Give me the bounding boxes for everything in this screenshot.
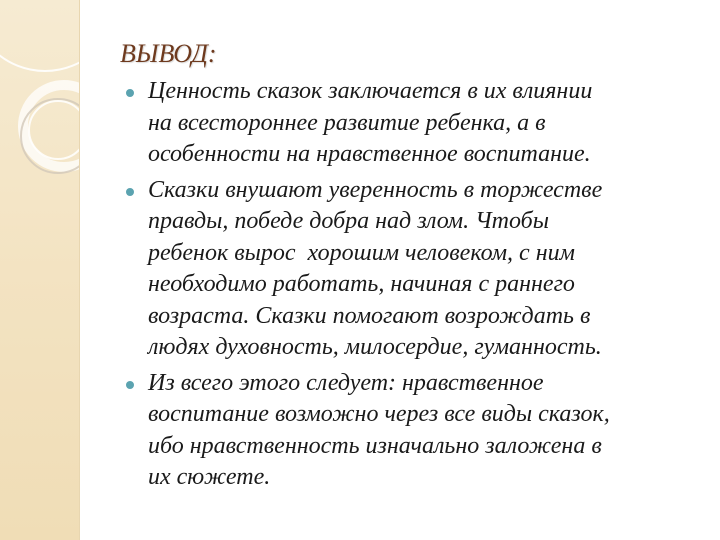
slide-content <box>120 38 700 498</box>
point-2-line-6: людях духовность, милосердие, гуманность. <box>148 334 602 360</box>
point-2-line-5: возраста. Сказки помогают возрождать в <box>148 302 591 329</box>
bullet-point-2 <box>120 175 700 364</box>
bullet-point-1 <box>120 76 700 171</box>
slide-title: ВЫВОД: <box>120 39 217 68</box>
point-3-line-2: воспитание возможно через все виды сказок, <box>148 401 610 427</box>
decorative-ring-core <box>28 100 80 160</box>
decorative-side-panel <box>0 0 80 540</box>
bullet-dot-icon <box>126 381 134 389</box>
bullet-dot-icon <box>126 89 134 97</box>
point-3-line-4: их сюжете. <box>148 464 271 490</box>
bullet-dot-icon <box>126 188 134 196</box>
bullet-list <box>120 76 700 494</box>
point-1-line-3: особенности на нравственное воспитание. <box>148 141 591 167</box>
decorative-ring-top <box>0 0 80 72</box>
point-2-line-1: Сказки внушают уверенность в торжестве <box>148 176 603 203</box>
bullet-point-3 <box>120 368 700 494</box>
point-3-line-3: ибо нравственность изначально заложена в <box>148 432 602 459</box>
point-2-line-2: правды, победе добра над злом. Чтобы <box>148 208 549 234</box>
point-3-line-1: Из всего этого следует: нравственное <box>148 369 544 396</box>
point-1-line-2: на всестороннее развитие ребенка, а в <box>148 109 546 136</box>
point-2-line-3: ребенок вырос хорошим человеком, с ним <box>148 239 575 266</box>
point-1-line-1: Ценность сказок заключается в их влиянии <box>148 78 593 104</box>
point-2-line-4: необходимо работать, начиная с раннего <box>148 271 575 297</box>
